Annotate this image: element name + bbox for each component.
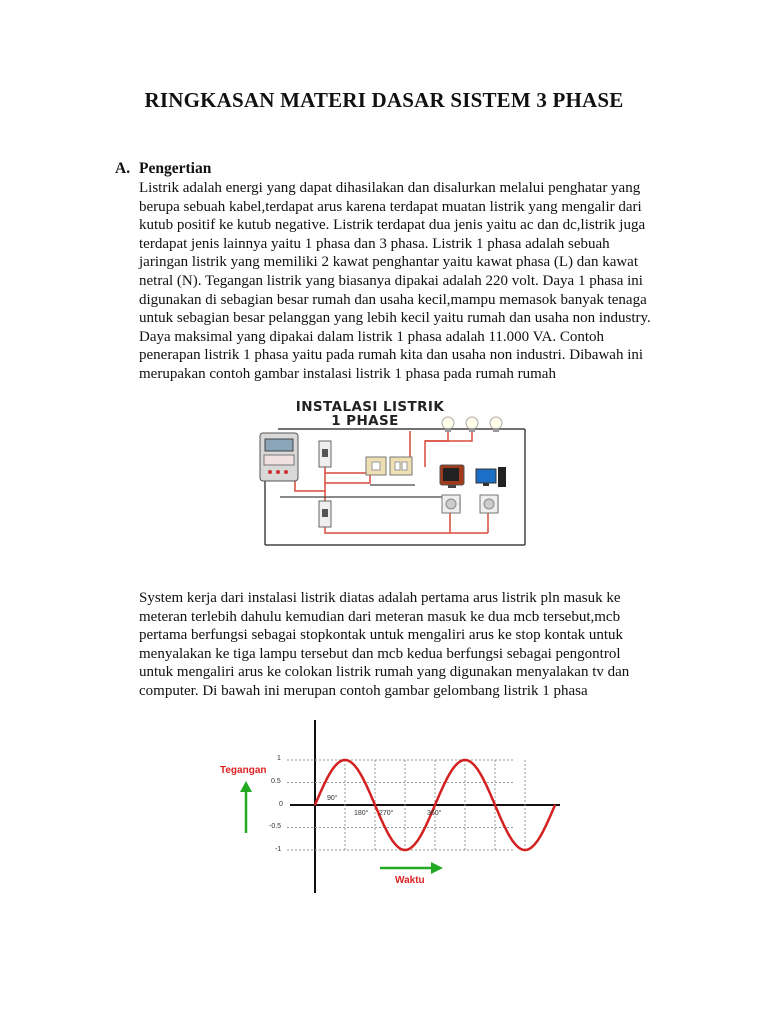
mcb-breaker-icon (319, 501, 331, 527)
text-line: kutub positif ke kutub negative. Listrik terdapat dua jenis yaitu ac dan dc,listrik juga (139, 217, 646, 234)
data-point (524, 849, 526, 851)
data-point (479, 772, 481, 774)
sine-wave-chart (215, 718, 565, 898)
text-line: Listrik adalah energi yang dapat dihasilakan dan disalurkan melalui penghatar yang (139, 180, 641, 196)
degree-label: 270° (379, 810, 394, 817)
phase-wire (425, 431, 448, 441)
paragraph-pengertian (139, 179, 679, 384)
x-axis-label: Waktu (395, 875, 425, 886)
data-point (509, 836, 511, 838)
degree-label: 360° (427, 810, 442, 817)
diagram-title-line2: 1 PHASE (331, 413, 399, 429)
document-title: RINGKASAN MATERI DASAR SISTEM 3 PHASE (144, 88, 624, 112)
computer-icon (476, 467, 506, 487)
degree-label: 90° (327, 795, 338, 802)
text-line: pertama berfungsi sebagai stopkontak untuk mengaliri arus ke stop kontak untuk (139, 627, 624, 644)
text-line: merupakan contoh gambar instalasi listrik 1 phasa pada rumah rumah (139, 365, 556, 382)
phase-wire (325, 473, 370, 483)
text-line: System kerja dari instalasi listrik diatas adalah pertama arus listrik pln masuk ke (139, 590, 621, 606)
y-tick-label: -0.5 (269, 823, 282, 830)
section-heading (115, 160, 211, 178)
y-tick-label: 0 (279, 801, 283, 808)
text-line: penerapan listrik 1 phasa yaitu pada rumah kita dan usaha non industri. Dibawah ini (139, 347, 644, 364)
text-line: berupa sebuah kabel,terdapat arus karena terdapat muatan listrik yang mengalir dari (139, 198, 642, 215)
text-line: menyalakan ke tiga lampu tersebut dan mcb kedua berfungsi sebagai pengontrol (139, 645, 621, 662)
data-point (329, 772, 331, 774)
power-socket-icon (480, 495, 498, 513)
light-switch-icon (390, 457, 412, 475)
y-tick-label: 0.5 (271, 778, 281, 785)
data-point (314, 804, 316, 806)
text-line: Daya maksimal yang dipakai dalam listrik 1 phasa adalah 11.000 VA. Contoh (139, 328, 605, 345)
data-point (554, 804, 556, 806)
text-line: untuk sebagian besar pelanggan yang lebih kecil yaitu rumah dan usaha non industry. (139, 310, 651, 327)
text-line: digunakan di sebagian besar rumah dan usaha kecil,mampu memasok banyak tenaga (139, 291, 647, 308)
kwh-meter-icon (260, 433, 298, 481)
data-point (464, 759, 466, 761)
phase-wire (325, 523, 488, 533)
data-point (344, 759, 346, 761)
y-tick-label: -1 (275, 846, 282, 853)
data-point (374, 804, 376, 806)
data-point (539, 836, 541, 838)
installation-diagram (250, 393, 540, 553)
y-tick-label: 1 (277, 755, 281, 762)
text-line: netral (N). Tegangan listrik yang biasanya dipakai adalah 220 volt. Daya 1 phasa ini (139, 272, 643, 289)
text-line: meteran terlebih dahulu kemudian dari meteran masuk ke dua mcb tersebut,mcb (139, 608, 621, 625)
text-line: computer. Di bawah ini merupan contoh gambar gelombang listrik 1 phasa (139, 682, 588, 699)
power-socket-icon (442, 495, 460, 513)
data-point (494, 804, 496, 806)
data-point (389, 836, 391, 838)
phase-wire (295, 475, 325, 491)
y-axis-label: Tegangan (220, 765, 267, 776)
sine-wave-plot (215, 718, 565, 898)
text-line: untuk mengaliri arus ke colokan listrik rumah yang digunakan menyalakan tv dan (139, 664, 630, 681)
data-point (434, 804, 436, 806)
diagram-title-line1: INSTALASI LISTRIK (295, 399, 445, 415)
text-line: terdapat jenis lainnya yaitu 1 phasa dan 3 phasa. Listrik 1 phasa adalah sebuah (139, 235, 610, 252)
data-point (449, 772, 451, 774)
data-point (419, 836, 421, 838)
section-letter: A. (115, 160, 131, 177)
data-point (359, 772, 361, 774)
tv-icon (440, 465, 464, 488)
light-switch-icon (366, 457, 386, 475)
mcb-breaker-icon (319, 441, 331, 467)
data-point (404, 849, 406, 851)
paragraph-system-kerja (139, 589, 679, 701)
right-arrow-icon (380, 862, 443, 874)
section-heading-text: Pengertian (139, 160, 212, 177)
up-arrow-icon (240, 781, 252, 833)
text-line: jaringan listrik yang memiliki 2 kawat penghantar yaitu kawat phasa (L) dan kawat (139, 254, 639, 271)
degree-label: 180° (354, 810, 369, 817)
